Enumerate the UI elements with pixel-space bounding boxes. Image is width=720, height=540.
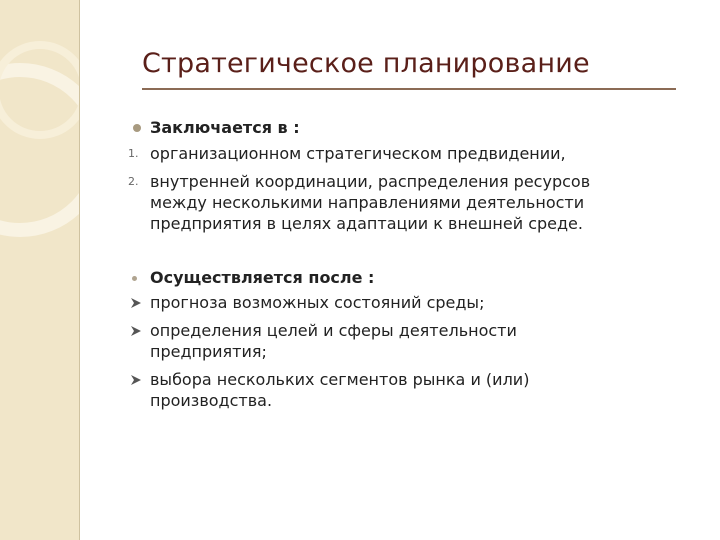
section1-heading: Заключается в : xyxy=(150,118,300,137)
page-title: Стратегическое планирование xyxy=(142,48,590,79)
list-item-line: определения целей и сферы деятельности xyxy=(150,321,517,340)
list-marker: 2. xyxy=(128,175,139,188)
list-marker: 1. xyxy=(128,147,139,160)
decorative-side-panel xyxy=(0,0,80,540)
list-item-line: предприятия; xyxy=(150,342,267,361)
circles-decoration-icon xyxy=(0,0,80,540)
list-item-line: производства. xyxy=(150,391,273,410)
bullet-dot-icon xyxy=(132,276,137,281)
list-item-line: предприятия в целях адаптации к внешней среде. xyxy=(150,214,583,233)
list-item-line: между несколькими направлениями деятельности xyxy=(150,193,585,212)
list-item: организационном стратегическом предвидении, xyxy=(150,144,566,163)
arrow-bullet-icon xyxy=(130,297,142,309)
bullet-dot-icon xyxy=(133,124,141,132)
arrow-bullet-icon xyxy=(130,325,142,337)
arrow-bullet-icon xyxy=(130,374,142,386)
section2-heading: Осуществляется после : xyxy=(150,268,375,287)
title-underline xyxy=(142,88,676,90)
list-item-line: выбора нескольких сегментов рынка и (или) xyxy=(150,370,530,389)
list-item-line: внутренней координации, распределения ресурсов xyxy=(150,172,591,191)
list-item: прогноза возможных состояний среды; xyxy=(150,293,485,312)
